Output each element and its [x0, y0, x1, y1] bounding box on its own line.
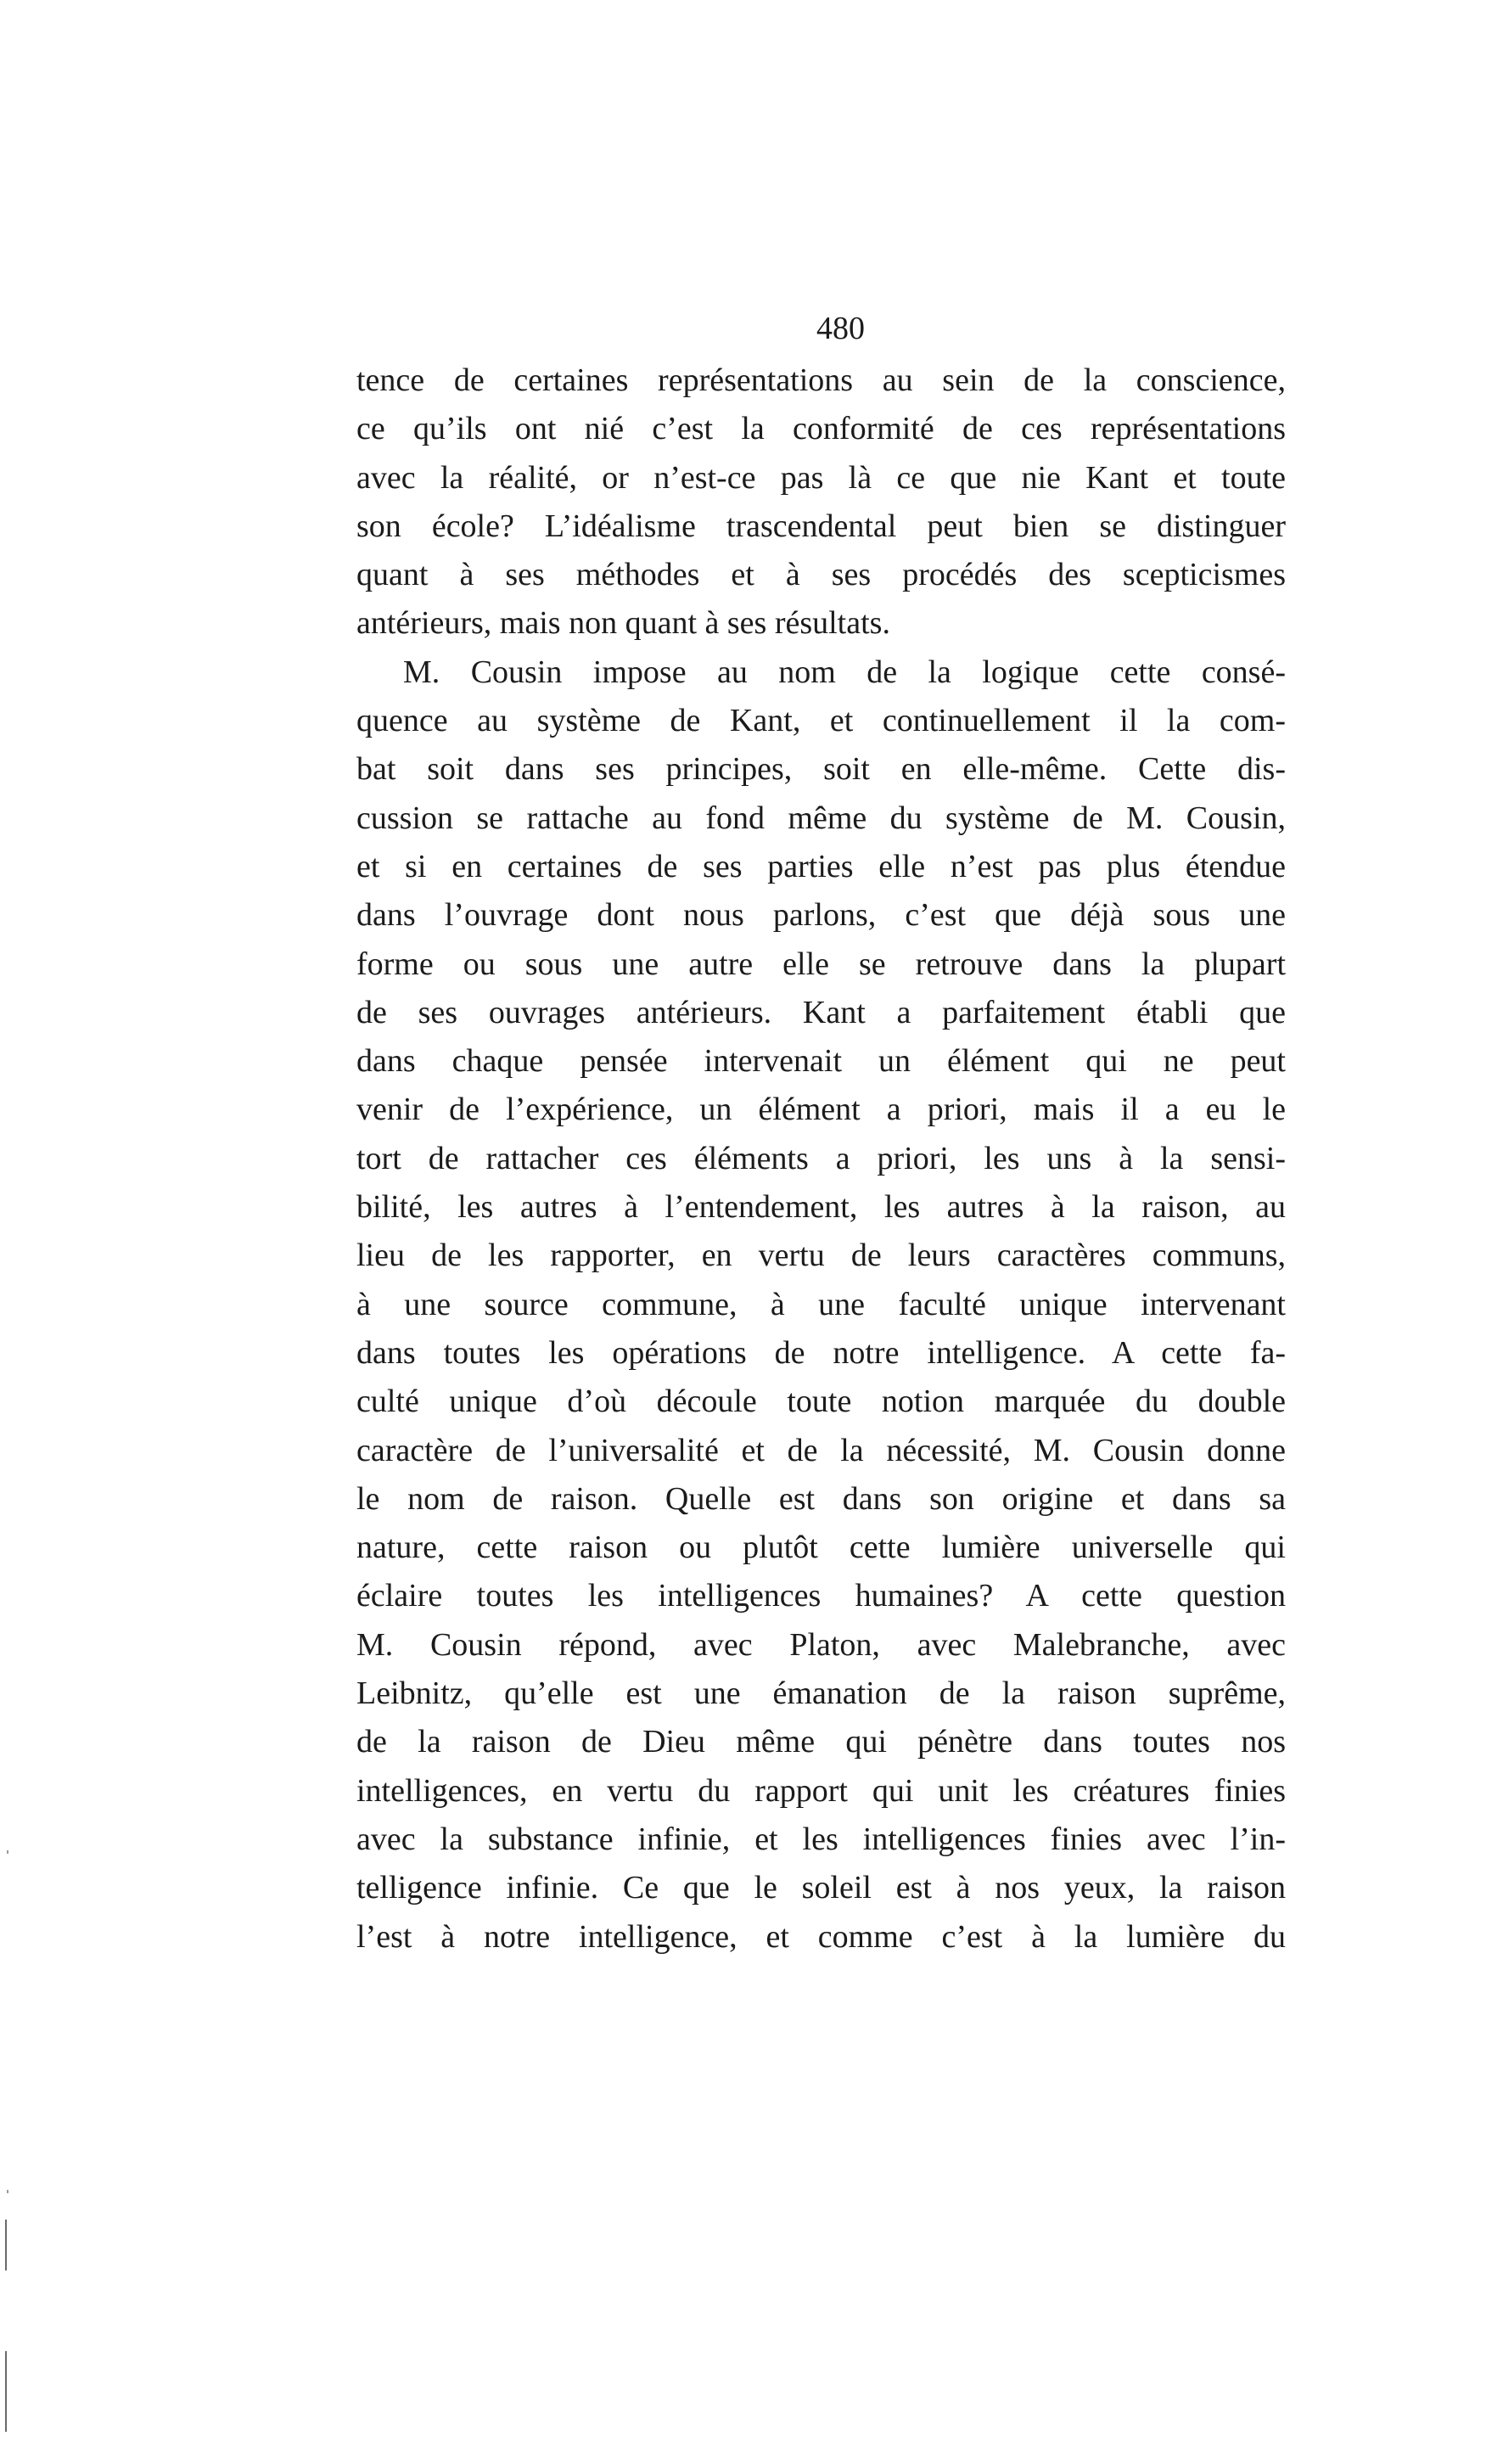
text-line: dans toutes les opérations de notre intelligence. A cette fa- [356, 1334, 1286, 1371]
scan-artifact [5, 2351, 7, 2432]
scan-artifact [7, 2190, 8, 2193]
text-line: l’est à notre intelligence, et comme c’est à la lumière du [356, 1918, 1286, 1955]
text-line: quence au système de Kant, et continuellement il la com- [356, 703, 1286, 739]
text-line: de la raison de Dieu même qui pénètre dans toutes nos [356, 1724, 1286, 1760]
text-line: avec la réalité, or n’est-ce pas là ce que nie Kant et toute [356, 459, 1286, 496]
text-line: culté unique d’où découle toute notion marquée du double [356, 1384, 1286, 1420]
text-line: à une source commune, à une faculté unique intervenant [356, 1286, 1286, 1322]
text-line: tence de certaines représentations au sein de la conscience, [356, 362, 1286, 398]
text-line: M. Cousin répond, avec Platon, avec Malebranche, avec [356, 1626, 1286, 1663]
text-line: antérieurs, mais non quant à ses résultats. [356, 605, 890, 642]
scan-artifact [7, 1850, 8, 1854]
paragraph-start-line: M. Cousin impose au nom de la logique cette consé- [403, 654, 1286, 690]
body-text [356, 356, 1286, 1962]
text-line: venir de l’expérience, un élément a priori, mais il a eu le [356, 1092, 1286, 1128]
scan-artifact [5, 2220, 7, 2270]
text-line: son école? L’idéalisme trascendental peut bien se distinguer [356, 508, 1286, 544]
text-line: ce qu’ils ont nié c’est la conformité de ces représentations [356, 411, 1286, 447]
text-line: forme ou sous une autre elle se retrouve dans la plupart [356, 946, 1286, 982]
page-number: 480 [816, 311, 865, 346]
text-line: dans chaque pensée intervenait un élément qui ne peut [356, 1043, 1286, 1080]
text-line: caractère de l’universalité et de la nécessité, M. Cousin donne [356, 1432, 1286, 1468]
text-line: quant à ses méthodes et à ses procédés des scepticismes [356, 557, 1286, 593]
text-line: nature, cette raison ou plutôt cette lumière universelle qui [356, 1529, 1286, 1566]
text-line: bilité, les autres à l’entendement, les autres à la raison, au [356, 1189, 1286, 1226]
text-line: de ses ouvrages antérieurs. Kant a parfaitement établi que [356, 994, 1286, 1030]
text-line: éclaire toutes les intelligences humaines? A cette question [356, 1578, 1286, 1614]
text-line: lieu de les rapporter, en vertu de leurs caractères communs, [356, 1238, 1286, 1274]
text-line: tort de rattacher ces éléments a priori, les uns à la sensi- [356, 1140, 1286, 1176]
text-line: telligence infinie. Ce que le soleil est à nos yeux, la raison [356, 1870, 1286, 1906]
text-line: dans l’ouvrage dont nous parlons, c’est que déjà sous une [356, 897, 1286, 934]
text-line: avec la substance infinie, et les intelligences finies avec l’in- [356, 1821, 1286, 1857]
text-line: cussion se rattache au fond même du système de M. Cousin, [356, 800, 1286, 836]
text-line: Leibnitz, qu’elle est une émanation de la raison suprême, [356, 1675, 1286, 1712]
text-line: le nom de raison. Quelle est dans son origine et dans sa [356, 1480, 1286, 1517]
text-line: intelligences, en vertu du rapport qui unit les créatures finies [356, 1772, 1286, 1809]
text-line: bat soit dans ses principes, soit en elle-même. Cette dis- [356, 751, 1286, 788]
text-line: et si en certaines de ses parties elle n’est pas plus étendue [356, 848, 1286, 884]
